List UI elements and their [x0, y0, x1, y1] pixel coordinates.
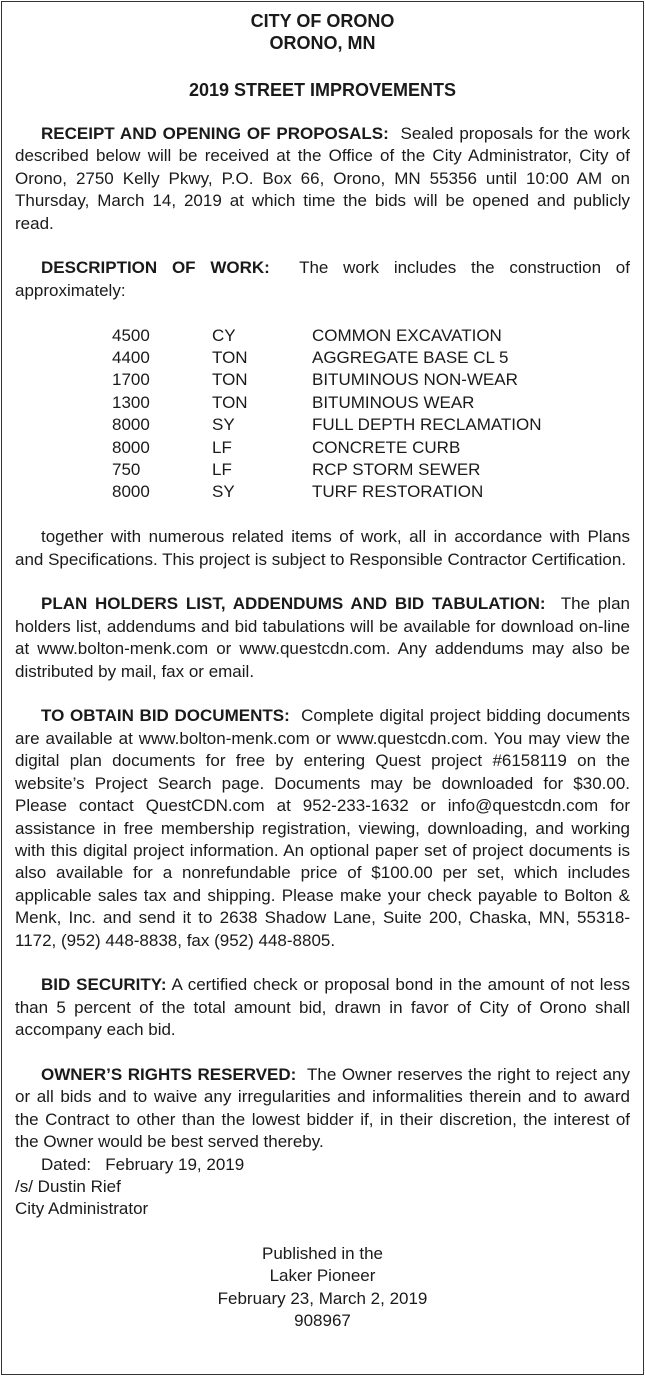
item-quantity: 8000	[112, 482, 150, 502]
item-description: AGGREGATE BASE CL 5	[312, 348, 509, 368]
item-quantity: 1300	[112, 392, 150, 412]
item-unit: CY	[212, 325, 236, 345]
item-quantity: 4500	[112, 325, 150, 345]
legal-notice	[1, 1, 644, 1375]
notice-header	[15, 10, 630, 54]
description-section	[15, 257, 630, 302]
item-unit: LF	[212, 460, 232, 480]
item-description: CONCRETE CURB	[312, 437, 461, 457]
project-title: 2019 STREET IMPROVEMENTS	[188, 80, 457, 100]
item-description: FULL DEPTH RECLAMATION	[312, 415, 542, 435]
newspaper-name: Laker Pioneer	[269, 1266, 376, 1286]
signature-block	[15, 1154, 630, 1221]
item-quantity: 4400	[112, 348, 150, 368]
item-unit: SY	[212, 482, 235, 502]
signer-title: City Administrator	[15, 1199, 149, 1219]
bid-security-heading: BID SECURITY:	[41, 975, 167, 995]
table-row	[112, 437, 542, 459]
table-row	[112, 325, 542, 347]
table-row	[112, 347, 542, 369]
bid-security-section	[15, 974, 630, 1041]
description-text: The work includes the construction of approximately:	[15, 258, 630, 300]
item-quantity: 8000	[112, 437, 150, 457]
item-quantity: 750	[112, 460, 141, 480]
obtain-docs-heading: TO OBTAIN BID DOCUMENTS:	[41, 706, 290, 726]
item-description: COMMON EXCAVATION	[312, 325, 502, 345]
publication-block	[15, 1243, 630, 1333]
obtain-docs-section	[15, 705, 630, 951]
published-in: Published in the	[262, 1243, 383, 1263]
owners-rights-heading: OWNER’S RIGHTS RESERVED:	[41, 1064, 297, 1084]
table-row	[112, 481, 542, 503]
item-unit: TON	[212, 370, 248, 390]
obtain-docs-text: Complete digital project bidding documents are available at www.bolton-menk.com or www.questcdn.com. You may view the digital plan documents for free by entering Quest project #6158119 on the website’s Project Search page. Documents may be downloaded for $30.00. Please contact QuestCDN.com at 952-233-1632 or info@questcdn.com for assistance in free membership registration, viewing, downloading, and working with this digital project information. An optional paper set of project documents is also available for a nonrefundable price of $100.00 per set, which includes applicable sales tax and shipping. Please make your check payable to Bolton & Menk, Inc. and send it to 2638 Shadow Lane, Suite 200, Chaska, MN, 55318-1172, (952) 448-8838, fax (952) 448-8805.	[15, 706, 630, 950]
receipt-heading: RECEIPT AND OPENING OF PROPOSALS:	[41, 124, 389, 143]
item-unit: LF	[212, 437, 232, 457]
city-location: ORONO, MN	[269, 33, 376, 53]
item-unit: TON	[212, 392, 248, 412]
plan-holders-text: The plan holders list, addendums and bid tabulations will be available for download on-line at www.bolton-menk.com or www.questcdn.com. Any addendums may also be distributed by mail, fax or email.	[15, 594, 630, 681]
work-items-table	[112, 325, 542, 504]
table-row	[112, 459, 542, 481]
item-unit: SY	[212, 415, 235, 435]
item-quantity: 1700	[112, 370, 150, 390]
receipt-text: Sealed proposals for the work described below will be received at the Office of the City Administrator, City of Orono, 2750 Kelly Pkwy, P.O. Box 66, Orono, MN 55356 until 10:00 AM on Thursday, March 14, 2019 at which time the bids will be opened and publicly read.	[15, 124, 630, 233]
owners-rights-text: The Owner reserves the right to reject any or all bids and to waive any irregularities and informalities therein and to award the Contract to other than the lowest bidder if, in their discretion, the interest of the Owner would be best served thereby.	[15, 1064, 630, 1152]
item-quantity: 8000	[112, 415, 150, 435]
together-section: together with numerous related items of work, all in accordance with Plans and Specifications. This project is subject to Responsible Contractor Certification.	[15, 527, 630, 569]
table-row	[112, 414, 542, 436]
item-description: BITUMINOUS WEAR	[312, 392, 475, 412]
table-row	[112, 369, 542, 391]
city-name: CITY OF ORONO	[250, 11, 395, 31]
owners-rights-section	[15, 1064, 630, 1154]
plan-holders-section	[15, 593, 630, 683]
publication-dates: February 23, March 2, 2019	[217, 1288, 428, 1308]
bid-security-text: A certified check or proposal bond in the amount of not less than 5 percent of the total amount bid, drawn in favor of City of Orono shall accompany each bid.	[15, 975, 631, 1040]
plan-holders-heading: PLAN HOLDERS LIST, ADDENDUMS AND BID TABULATION:	[41, 594, 546, 614]
description-heading: DESCRIPTION OF WORK:	[41, 258, 270, 278]
item-description: TURF RESTORATION	[312, 482, 484, 502]
table-row	[112, 392, 542, 414]
item-description: RCP STORM SEWER	[312, 460, 481, 480]
dated-line: Dated: February 19, 2019	[41, 1154, 245, 1174]
item-unit: TON	[212, 348, 248, 368]
item-description: BITUMINOUS NON-WEAR	[312, 370, 518, 390]
signed-line: /s/ Dustin Rief	[15, 1176, 121, 1196]
receipt-section	[15, 123, 630, 235]
ad-number: 908967	[294, 1311, 351, 1331]
